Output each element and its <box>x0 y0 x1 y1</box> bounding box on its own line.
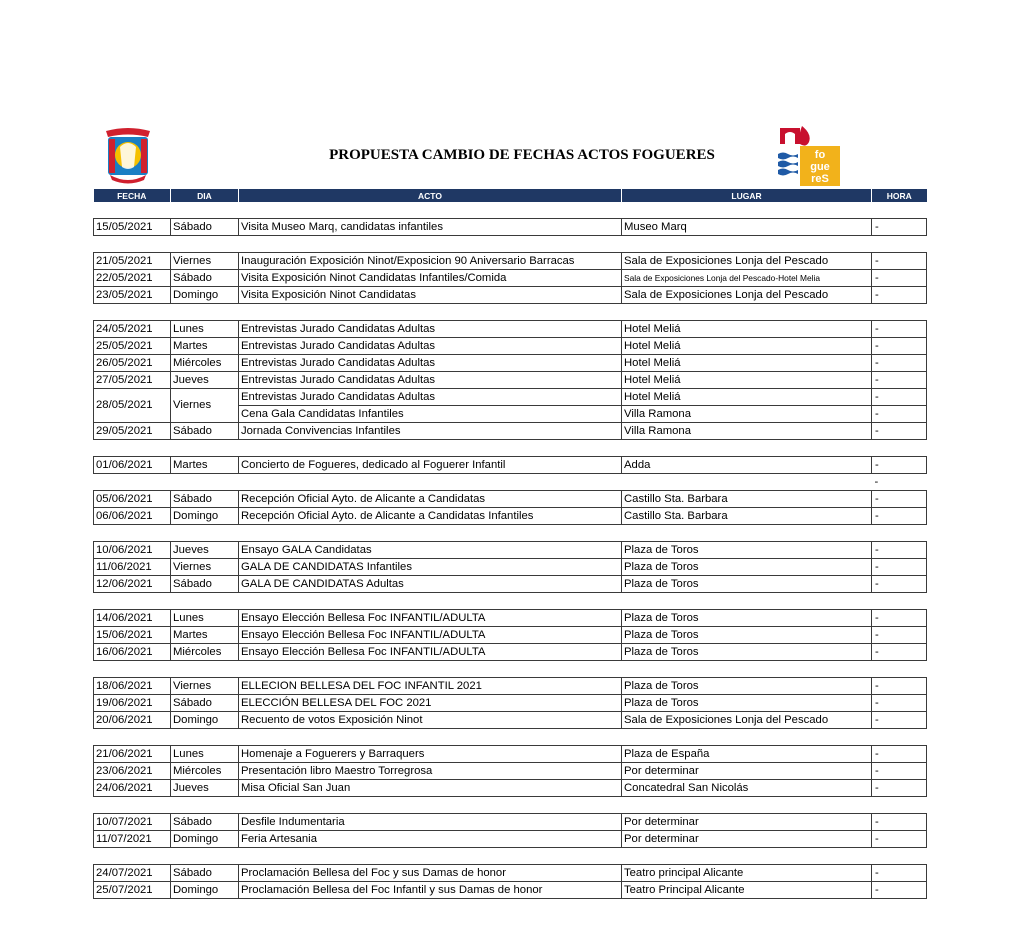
cell-acto: GALA DE CANDIDATAS Infantiles <box>239 559 622 576</box>
table-row <box>94 865 927 882</box>
spacer-cell <box>94 729 927 746</box>
table-row <box>94 644 927 661</box>
cell-acto: Ensayo GALA Candidatas <box>239 542 622 559</box>
spacer-row <box>94 848 927 865</box>
cell-dia: Martes <box>171 457 239 474</box>
cell-acto: Misa Oficial San Juan <box>239 780 622 797</box>
table-row <box>94 270 927 287</box>
cell-fecha: 21/06/2021 <box>94 746 171 763</box>
cell-fecha: 15/05/2021 <box>94 219 171 236</box>
cell-hora: - <box>872 406 927 423</box>
cell-lugar: Sala de Exposiciones Lonja del Pescado-Hotel Melia <box>622 270 872 287</box>
cell-acto: Concierto de Fogueres, dedicado al Foguerer Infantil <box>239 457 622 474</box>
cell-acto: Feria Artesania <box>239 831 622 848</box>
cell-hora: - <box>872 457 927 474</box>
cell-fecha: 10/06/2021 <box>94 542 171 559</box>
table-row <box>94 372 927 389</box>
cell-hora: - <box>872 780 927 797</box>
cell-hora: - <box>872 882 927 899</box>
cell-hora: - <box>872 814 927 831</box>
spacer-cell <box>94 848 927 865</box>
spacer-row <box>94 729 927 746</box>
cell-dia: Sábado <box>171 865 239 882</box>
cell-acto: ELECCIÓN BELLESA DEL FOC 2021 <box>239 695 622 712</box>
cell-hora: - <box>872 491 927 508</box>
spacer-row <box>94 474 927 491</box>
cell-lugar: Hotel Meliá <box>622 338 872 355</box>
table-row <box>94 542 927 559</box>
cell-dia: Domingo <box>171 508 239 525</box>
spacer-row <box>94 202 927 219</box>
cell-lugar: Hotel Meliá <box>622 372 872 389</box>
spacer-cell <box>94 236 927 253</box>
table-row <box>94 678 927 695</box>
cell-fecha: 24/07/2021 <box>94 865 171 882</box>
table-row <box>94 746 927 763</box>
cell-acto: Proclamación Bellesa del Foc Infantil y sus Damas de honor <box>239 882 622 899</box>
cell-hora: - <box>872 576 927 593</box>
cell-fecha: 27/05/2021 <box>94 372 171 389</box>
cell-acto: Cena Gala Candidatas Infantiles <box>239 406 622 423</box>
cell-dia: Jueves <box>171 542 239 559</box>
cell-dia: Domingo <box>171 882 239 899</box>
cell-dia: Jueves <box>171 372 239 389</box>
spacer-cell <box>94 661 927 678</box>
cell-hora: - <box>872 610 927 627</box>
cell-fecha: 21/05/2021 <box>94 253 171 270</box>
cell-fecha: 05/06/2021 <box>94 491 171 508</box>
cell-dia: Viernes <box>171 678 239 695</box>
spacer-row <box>94 440 927 457</box>
cell-lugar: Villa Ramona <box>622 423 872 440</box>
table-row <box>94 491 927 508</box>
cell-acto: Proclamación Bellesa del Foc y sus Damas de honor <box>239 865 622 882</box>
cell-acto: Entrevistas Jurado Candidatas Adultas <box>239 338 622 355</box>
cell-acto: Recepción Oficial Ayto. de Alicante a Candidatas <box>239 491 622 508</box>
table-row <box>94 831 927 848</box>
cell-dia: Sábado <box>171 423 239 440</box>
cell-dia: Lunes <box>171 610 239 627</box>
cell-acto: Ensayo Elección Bellesa Foc INFANTIL/ADULTA <box>239 644 622 661</box>
cell-lugar: Por determinar <box>622 763 872 780</box>
table-row <box>94 610 927 627</box>
table-row <box>94 457 927 474</box>
cell-acto: Inauguración Exposición Ninot/Exposicion 90 Aniversario Barracas <box>239 253 622 270</box>
cell-acto: Visita Museo Marq, candidatas infantiles <box>239 219 622 236</box>
table-body <box>94 202 927 899</box>
spacer-row <box>94 593 927 610</box>
cell-dia: Sábado <box>171 270 239 287</box>
table-row <box>94 695 927 712</box>
cell-fecha: 23/06/2021 <box>94 763 171 780</box>
cell-fecha: 14/06/2021 <box>94 610 171 627</box>
cell-hora: - <box>872 389 927 406</box>
cell-lugar: Teatro principal Alicante <box>622 865 872 882</box>
cell-dia: Sábado <box>171 576 239 593</box>
cell-fecha: 18/06/2021 <box>94 678 171 695</box>
cell-hora: - <box>872 865 927 882</box>
cell-lugar: Villa Ramona <box>622 406 872 423</box>
cell-fecha: 23/05/2021 <box>94 287 171 304</box>
cell-acto: Visita Exposición Ninot Candidatas <box>239 287 622 304</box>
cell-lugar: Sala de Exposiciones Lonja del Pescado <box>622 287 872 304</box>
cell-dia: Miércoles <box>171 644 239 661</box>
cell-fecha: 25/05/2021 <box>94 338 171 355</box>
cell-hora: - <box>872 831 927 848</box>
spacer-row <box>94 661 927 678</box>
page-title: PROPUESTA CAMBIO DE FECHAS ACTOS FOGUERES <box>329 147 715 163</box>
table-row <box>94 627 927 644</box>
col-header-lugar: LUGAR <box>622 189 872 202</box>
cell-dia: Miércoles <box>171 763 239 780</box>
table-row <box>94 576 927 593</box>
col-header-acto: ACTO <box>239 189 622 202</box>
spacer-cell <box>94 593 927 610</box>
cell-hora: - <box>872 270 927 287</box>
cell-hora: - <box>874 475 879 488</box>
table-row <box>94 763 927 780</box>
cell-dia: Sábado <box>171 219 239 236</box>
cell-hora: - <box>872 627 927 644</box>
cell-hora: - <box>872 763 927 780</box>
cell-lugar: Hotel Meliá <box>622 321 872 338</box>
table-row <box>94 253 927 270</box>
cell-fecha: 25/07/2021 <box>94 882 171 899</box>
cell-fecha: 16/06/2021 <box>94 644 171 661</box>
cell-dia: Sábado <box>171 491 239 508</box>
cell-lugar: Plaza de Toros <box>622 695 872 712</box>
cell-hora: - <box>872 321 927 338</box>
cell-dia: Sábado <box>171 814 239 831</box>
cell-acto: Recuento de votos Exposición Ninot <box>239 712 622 729</box>
cell-hora: - <box>872 712 927 729</box>
cell-dia: Domingo <box>171 287 239 304</box>
cell-fecha: 06/06/2021 <box>94 508 171 525</box>
spacer-row <box>94 236 927 253</box>
cell-lugar: Concatedral San Nicolás <box>622 780 872 797</box>
cell-fecha: 28/05/2021 <box>94 389 171 423</box>
cell-hora: - <box>872 542 927 559</box>
spacer-cell <box>94 474 872 491</box>
col-header-fecha: FECHA <box>94 189 171 202</box>
spacer-row <box>94 797 927 814</box>
spacer-cell <box>94 797 927 814</box>
cell-lugar: Plaza de Toros <box>622 627 872 644</box>
cell-lugar: Plaza de Toros <box>622 559 872 576</box>
cell-fecha: 20/06/2021 <box>94 712 171 729</box>
cell-dia: Martes <box>171 627 239 644</box>
cell-dia: Sábado <box>171 695 239 712</box>
table-row <box>94 338 927 355</box>
spacer-cell <box>94 525 927 542</box>
cell-dia: Lunes <box>171 746 239 763</box>
cell-hora: - <box>872 695 927 712</box>
cell-lugar: Por determinar <box>622 814 872 831</box>
cell-fecha: 24/05/2021 <box>94 321 171 338</box>
cell-fecha: 19/06/2021 <box>94 695 171 712</box>
cell-acto: Jornada Convivencias Infantiles <box>239 423 622 440</box>
spacer-cell <box>94 202 927 219</box>
cell-lugar: Castillo Sta. Barbara <box>622 508 872 525</box>
cell-hora: - <box>872 355 927 372</box>
cell-fecha: 01/06/2021 <box>94 457 171 474</box>
cell-acto: Entrevistas Jurado Candidatas Adultas <box>239 321 622 338</box>
cell-hora: - <box>872 423 927 440</box>
cell-hora: - <box>872 746 927 763</box>
events-table <box>93 189 927 899</box>
logo-text-2: gue <box>810 161 830 173</box>
federacion-crest-logo <box>100 125 156 187</box>
cell-lugar: Plaza de Toros <box>622 576 872 593</box>
cell-acto: Ensayo Elección Bellesa Foc INFANTIL/ADULTA <box>239 627 622 644</box>
table-row <box>94 287 927 304</box>
cell-dia: Domingo <box>171 712 239 729</box>
cell-hora: - <box>872 287 927 304</box>
cell-hora: - <box>872 338 927 355</box>
cell-dia: Miércoles <box>171 355 239 372</box>
cell-acto: ELLECION BELLESA DEL FOC INFANTIL 2021 <box>239 678 622 695</box>
cell-lugar: Hotel Meliá <box>622 355 872 372</box>
cell-fecha: 15/06/2021 <box>94 627 171 644</box>
cell-dia: Lunes <box>171 321 239 338</box>
cell-lugar: Castillo Sta. Barbara <box>622 491 872 508</box>
cell-dia: Viernes <box>171 559 239 576</box>
table-row <box>94 814 927 831</box>
cell-fecha: 22/05/2021 <box>94 270 171 287</box>
cell-fecha: 24/06/2021 <box>94 780 171 797</box>
cell-lugar: Plaza de Toros <box>622 644 872 661</box>
cell-acto: Presentación libro Maestro Torregrosa <box>239 763 622 780</box>
cell-dia: Viernes <box>171 253 239 270</box>
table-row <box>94 423 927 440</box>
cell-acto: Entrevistas Jurado Candidatas Adultas <box>239 355 622 372</box>
cell-acto: Homenaje a Foguerers y Barraquers <box>239 746 622 763</box>
cell-lugar: Adda <box>622 457 872 474</box>
cell-lugar: Plaza de Toros <box>622 678 872 695</box>
cell-hora: - <box>872 219 927 236</box>
spacer-cell <box>94 304 927 321</box>
cell-hora: - <box>872 644 927 661</box>
cell-acto: Entrevistas Jurado Candidatas Adultas <box>239 389 622 406</box>
cell-lugar: Por determinar <box>622 831 872 848</box>
cell-lugar: Hotel Meliá <box>622 389 872 406</box>
cell-lugar: Plaza de Toros <box>622 610 872 627</box>
cell-lugar: Sala de Exposiciones Lonja del Pescado <box>622 712 872 729</box>
table-row <box>94 559 927 576</box>
table-row <box>94 219 927 236</box>
cell-lugar: Plaza de España <box>622 746 872 763</box>
cell-lugar: Teatro Principal Alicante <box>622 882 872 899</box>
table-row <box>94 780 927 797</box>
cell-fecha: 11/07/2021 <box>94 831 171 848</box>
cell-hora: - <box>872 253 927 270</box>
spacer-cell <box>94 440 927 457</box>
cell-fecha: 26/05/2021 <box>94 355 171 372</box>
cell-fecha: 12/06/2021 <box>94 576 171 593</box>
table-row <box>94 882 927 899</box>
cell-acto: Desfile Indumentaria <box>239 814 622 831</box>
table-row <box>94 712 927 729</box>
cell-hora: - <box>872 678 927 695</box>
col-header-dia: DIA <box>171 189 239 202</box>
table-header <box>94 189 927 202</box>
cell-fecha: 10/07/2021 <box>94 814 171 831</box>
cell-hora: - <box>872 372 927 389</box>
spacer-row <box>94 525 927 542</box>
logo-text-1: fo <box>814 149 826 161</box>
cell-acto: Entrevistas Jurado Candidatas Adultas <box>239 372 622 389</box>
cell-lugar: Museo Marq <box>622 219 872 236</box>
cell-dia: Viernes <box>171 389 239 423</box>
cell-dia: Domingo <box>171 831 239 848</box>
cell-fecha: 11/06/2021 <box>94 559 171 576</box>
cell-acto: Visita Exposición Ninot Candidatas Infantiles/Comida <box>239 270 622 287</box>
cell-lugar: Plaza de Toros <box>622 542 872 559</box>
cell-hora: - <box>872 559 927 576</box>
cell-lugar: Sala de Exposiciones Lonja del Pescado <box>622 253 872 270</box>
col-header-hora: HORA <box>872 189 927 202</box>
table-row <box>94 508 927 525</box>
cell-acto: Recepción Oficial Ayto. de Alicante a Candidatas Infantiles <box>239 508 622 525</box>
cell-dia: Jueves <box>171 780 239 797</box>
spacer-row <box>94 304 927 321</box>
logo-text-3: reS <box>811 173 829 185</box>
cell-acto: GALA DE CANDIDATAS Adultas <box>239 576 622 593</box>
cell-acto: Ensayo Elección Bellesa Foc INFANTIL/ADULTA <box>239 610 622 627</box>
cell-fecha: 29/05/2021 <box>94 423 171 440</box>
cell-hora: - <box>872 508 927 525</box>
table-row <box>94 321 927 338</box>
table-row <box>94 389 927 406</box>
table-row <box>94 355 927 372</box>
cell-dia: Martes <box>171 338 239 355</box>
